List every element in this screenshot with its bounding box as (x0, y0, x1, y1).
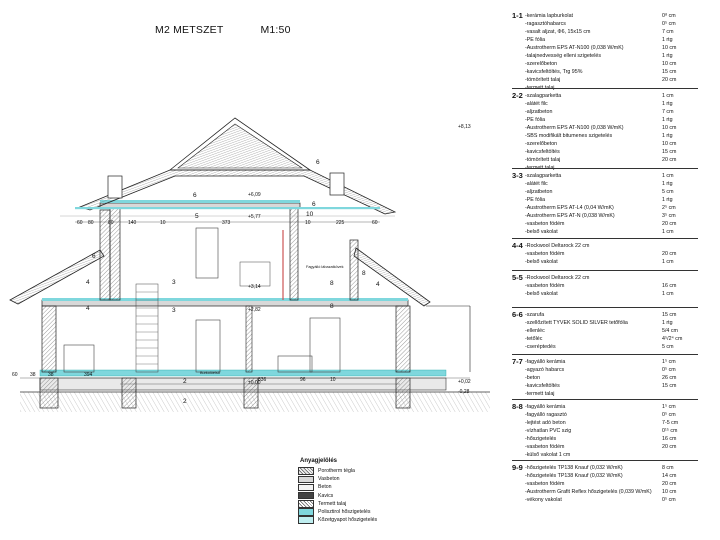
spec-id: 4-4 (512, 241, 523, 250)
layer-thickness: 1⁵ cm (662, 404, 676, 410)
layer-thickness: 1⁵ cm (662, 359, 676, 365)
layer-name: -vasbeton födém (525, 481, 565, 487)
layer-thickness: 7 cm (662, 109, 674, 115)
room-note: Burkolóelső (200, 371, 220, 375)
spec-layer-row (525, 148, 702, 156)
spec-block-1-1 (512, 12, 702, 92)
legend-label: Porotherm tégla (318, 468, 355, 475)
layer-thickness: 7-5 cm (662, 420, 679, 426)
spec-layer-row (525, 12, 702, 20)
spec-layer-row (525, 250, 702, 258)
legend-item (298, 475, 377, 483)
layer-thickness: 1 rtg (662, 133, 673, 139)
spec-layer-row (525, 76, 702, 84)
layer-name: -vasbeton födém (525, 251, 565, 257)
layer-name: -alátét filc (525, 181, 548, 187)
dimension-label: 10 (160, 220, 166, 226)
dimension-label: 10 (330, 377, 336, 383)
spec-block-8-8 (512, 403, 702, 459)
spec-block-7-7 (512, 358, 702, 398)
legend-swatch (298, 508, 314, 516)
layer-name: -tömörített talaj (525, 157, 561, 163)
dimension-label: 60 (12, 372, 18, 378)
layer-name: -Austrotherm Grafit Reflex hőszigetelés (0,039 W/mK) (525, 489, 652, 495)
layer-thickness: 5 cm (662, 344, 674, 350)
layer-name: -tömörített talaj (525, 77, 561, 83)
layer-name: -szerelőbeton (525, 141, 558, 147)
layer-tag: 6 (316, 159, 320, 166)
layer-tag: 6 (312, 201, 316, 208)
layer-thickness: 1 cm (662, 93, 674, 99)
layer-name: -lejtést adó beton (525, 420, 566, 426)
legend-swatch (298, 516, 314, 524)
layer-thickness: 7 cm (662, 29, 674, 35)
legend-label: Kavics (318, 492, 334, 499)
layer-name: -Austrotherm EPS AT-N100 (0,038 W/mK) (525, 45, 624, 51)
layer-thickness: 1 rtg (662, 53, 673, 59)
spec-layer-row (525, 335, 702, 343)
layer-thickness: 0¹⁵ cm (662, 428, 678, 434)
spec-layer-row (525, 427, 702, 435)
layer-thickness: 0⁵ cm (662, 497, 676, 503)
legend-item (298, 467, 377, 475)
spec-id: 3-3 (512, 171, 523, 180)
layer-name: -szalagparketta (525, 93, 562, 99)
layer-tag: 4 (86, 305, 90, 312)
spec-layer-row (525, 451, 702, 459)
spec-layer-row (525, 411, 702, 419)
spec-layer-row (525, 52, 702, 60)
elevation-label: +2,82 (248, 307, 261, 313)
layer-name: -külső vakolat 1 cm (525, 452, 571, 458)
layer-thickness: 10 cm (662, 141, 677, 147)
spec-layer-row (525, 196, 702, 204)
spec-layer-row (525, 258, 702, 266)
layer-thickness: 2⁵ cm (662, 205, 676, 211)
spec-layer-row (525, 403, 702, 411)
spec-layer-row (525, 382, 702, 390)
legend-item (298, 508, 377, 516)
dimension-label: 373 (222, 220, 231, 226)
spec-layer-row (525, 116, 702, 124)
layer-tag: 6 (92, 253, 96, 260)
drawing-scale: M1:50 (260, 24, 291, 36)
layer-name: -termett talaj (525, 165, 555, 171)
layer-thickness: 20 cm (662, 444, 677, 450)
layer-name: -ragasztóhabarcs (525, 21, 566, 27)
layer-tag: 6 (193, 192, 197, 199)
elevation-label: ±0,00 (248, 380, 261, 386)
layer-name: -cseréptedés (525, 344, 556, 350)
layer-name: -PE fólia (525, 197, 546, 203)
layer-name: -belső vakolat (525, 259, 558, 265)
legend-swatch (298, 467, 314, 475)
layer-thickness: 15 cm (662, 383, 677, 389)
layer-name: -PE fólia (525, 37, 546, 43)
dimension-label: 38 (48, 372, 54, 378)
spec-id: 2-2 (512, 91, 523, 100)
elevation-label: +3,14 (248, 284, 261, 290)
layer-name: -kerámia lapburkolat (525, 13, 573, 19)
spec-block-9-9 (512, 464, 702, 504)
spec-block-2-2 (512, 92, 702, 172)
layer-thickness: 10 cm (662, 125, 677, 131)
legend-swatch (298, 500, 314, 508)
layer-tag: 2 (183, 398, 187, 405)
layer-thickness: 14 cm (662, 473, 677, 479)
layer-name: -Austrotherm EPS AT-N100 (0,038 W/mK) (525, 125, 624, 131)
spec-layer-row (525, 132, 702, 140)
layer-tag: 3 (172, 279, 176, 286)
spec-layer-row (525, 443, 702, 451)
layer-thickness: 1 cm (662, 173, 674, 179)
layer-thickness: 15 cm (662, 149, 677, 155)
spec-block-5-5 (512, 274, 702, 298)
spec-layer-row (525, 68, 702, 76)
spec-layer-row (525, 327, 702, 335)
layer-thickness: 15 cm (662, 69, 677, 75)
elevation-label: +8,13 (458, 124, 471, 130)
layer-thickness (662, 390, 702, 398)
legend-label: Kőzetgyapot hőszigetelés (318, 517, 378, 524)
legend-item (298, 516, 377, 524)
legend-swatch (298, 476, 314, 484)
layer-tag: 4 (376, 281, 380, 288)
spec-layer-row (525, 464, 702, 472)
layer-name: -belső vakolat (525, 229, 558, 235)
layer-thickness: 20 cm (662, 157, 677, 163)
material-legend (298, 458, 377, 524)
spec-id: 1-1 (512, 11, 523, 20)
layer-tag: 8 (330, 303, 334, 310)
spec-layer-row (525, 435, 702, 443)
layer-name: -kavicsfeltöltés (525, 149, 560, 155)
legend-label: Vasbeton (318, 476, 340, 483)
layer-thickness: 8 cm (662, 465, 674, 471)
spec-divider (512, 399, 698, 400)
spec-layer-row (525, 180, 702, 188)
spec-block-3-3 (512, 172, 702, 236)
dimension-label: 394 (84, 372, 93, 378)
legend-item (298, 483, 377, 491)
upper-floor (100, 200, 358, 300)
spec-layer-row (525, 28, 702, 36)
spec-layer-row (525, 390, 702, 398)
dimension-label: 80 (108, 220, 114, 226)
layer-thickness: 10 cm (662, 45, 677, 51)
spec-divider (512, 238, 698, 239)
layer-name: -belső vakolat (525, 291, 558, 297)
layer-thickness (662, 274, 702, 282)
layer-name: -termett talaj (525, 85, 555, 91)
layer-name: -PE fólia (525, 117, 546, 123)
legend-label: Beton (318, 484, 332, 491)
layer-thickness: 1 rtg (662, 37, 673, 43)
layer-name: -vasbeton födém (525, 221, 565, 227)
legend-title: Anyagjelölés (300, 458, 338, 464)
room-note: Fagyálló lábazatkövek (306, 265, 344, 269)
layer-name: -vékony vakolat (525, 497, 562, 503)
layer-thickness: 20 cm (662, 251, 677, 257)
layer-thickness: 16 cm (662, 283, 677, 289)
spec-layer-row (525, 488, 702, 496)
layer-thickness (662, 451, 702, 459)
spec-divider (512, 307, 698, 308)
elevation-label: +6,09 (248, 192, 261, 198)
spec-layer-row (525, 108, 702, 116)
spec-layer-row (525, 343, 702, 351)
layer-name: -hőszigetelés TP138 Knauf (0,032 W/mK) (525, 465, 623, 471)
legend-item (298, 500, 377, 508)
layer-tag: 4 (86, 279, 90, 286)
spec-layer-row (525, 311, 702, 319)
spec-block-6-6 (512, 311, 702, 351)
layer-name: -tetőléc (525, 336, 543, 342)
layer-tag: 2 (183, 378, 187, 385)
dimension-label: 225 (336, 220, 345, 226)
spec-layer-row (525, 36, 702, 44)
layer-thickness: 5 cm (662, 189, 674, 195)
layer-tag: 8 (330, 280, 334, 287)
legend-label: Termett talaj (318, 500, 347, 507)
layer-thickness: 4⁵/2⁴ cm (662, 336, 683, 342)
legend-rows (298, 467, 377, 524)
spec-id: 9-9 (512, 463, 523, 472)
spec-layer-row (525, 100, 702, 108)
spec-divider (512, 270, 698, 271)
dimension-label: 10 (305, 220, 311, 226)
layer-name: -agyazó habarcs (525, 367, 565, 373)
layer-name: -ellenléc (525, 328, 545, 334)
layer-name: -SBS modifikált bitumenes szigetelés (525, 133, 613, 139)
layer-tag: 3 (172, 307, 176, 314)
layer-name: -fagyálló ragasztó (525, 412, 567, 418)
layer-name: -vasalt aljzat, Φ6, 15x15 cm (525, 29, 591, 35)
spec-layer-row (525, 92, 702, 100)
elevation-label: -0,28 (458, 389, 470, 395)
layer-thickness: 1 cm (662, 259, 674, 265)
spec-id: 7-7 (512, 357, 523, 366)
spec-layer-row (525, 496, 702, 504)
layer-tag: 5 (195, 213, 199, 220)
layer-name: -hőszigetelés TP138 Knauf (0,032 W/mK) (525, 473, 623, 479)
layer-name: -fagyálló kerámia (525, 404, 566, 410)
dimension-label: 38 (30, 372, 36, 378)
dimension-label: 80 (88, 220, 94, 226)
legend-swatch (298, 484, 314, 492)
spec-layer-row (525, 242, 702, 250)
spec-id: 6-6 (512, 310, 523, 319)
spec-block-4-4 (512, 242, 702, 266)
layer-name: -szerelőbeton (525, 61, 558, 67)
layer-thickness: 20 cm (662, 481, 677, 487)
layer-thickness: 1 cm (662, 229, 674, 235)
spec-layer-row (525, 282, 702, 290)
spec-layer-row (525, 204, 702, 212)
spec-layer-row (525, 220, 702, 228)
layer-thickness: 1 cm (662, 291, 674, 297)
legend-label: Polisztirol hőszigetelés (318, 509, 371, 516)
layer-name: -alátét filc (525, 101, 548, 107)
layer-thickness: 0⁵ cm (662, 21, 676, 27)
layer-name: -fagyálló kerámia (525, 359, 566, 365)
layer-name: -kavicsfeltöltés (525, 383, 560, 389)
spec-layer-row (525, 228, 702, 236)
spec-layer-row (525, 419, 702, 427)
elevation-label: +0,02 (458, 379, 471, 385)
legend-item (298, 492, 377, 500)
layer-name: -aljzatbeton (525, 109, 553, 115)
spec-layer-row (525, 172, 702, 180)
layer-name: -Austrotherm EPS AT-N (0,038 W/mK) (525, 213, 615, 219)
layer-thickness: 1 rtg (662, 117, 673, 123)
elevation-label: +5,77 (248, 214, 261, 220)
layer-tag: 10 (306, 211, 314, 218)
legend-swatch (298, 492, 314, 500)
layer-thickness (662, 242, 702, 250)
layer-name: -szellőzített TYVEK SOLID SILVER tetőfólia (525, 320, 628, 326)
layer-thickness: 1 rtg (662, 181, 673, 187)
spec-divider (512, 354, 698, 355)
spec-id: 8-8 (512, 402, 523, 411)
dimension-label: 140 (128, 220, 137, 226)
layer-thickness: 0⁵ cm (662, 367, 676, 373)
spec-layer-row (525, 358, 702, 366)
dimension-label: 60 (77, 220, 83, 226)
layer-name: -Rockwool Deltarock 22 cm (525, 243, 590, 249)
spec-layer-row (525, 290, 702, 298)
spec-id: 5-5 (512, 273, 523, 282)
layer-name: -vasbeton födém (525, 444, 565, 450)
layer-name: -vasbeton födém (525, 283, 565, 289)
layer-name: -kavicsfeltöltés, Trg 95% (525, 69, 583, 75)
layer-tag: 8 (362, 270, 366, 277)
layer-thickness: 1 rtg (662, 320, 673, 326)
layer-name: -talajnedvesség elleni szigetelés (525, 53, 601, 59)
layer-thickness: 10 cm (662, 61, 677, 67)
layer-name: -termett talaj (525, 391, 555, 397)
spec-layer-row (525, 472, 702, 480)
layer-thickness: 20 cm (662, 77, 677, 83)
layer-thickness: 20 cm (662, 221, 677, 227)
layer-thickness: 10 cm (662, 489, 677, 495)
layer-thickness: 1 rtg (662, 197, 673, 203)
layer-name: -Austrotherm EPS AT-L4 (0,04 W/mK) (525, 205, 614, 211)
layer-thickness: 3⁵ cm (662, 213, 676, 219)
dimension-label: 60 (372, 220, 378, 226)
spec-layer-row (525, 274, 702, 282)
layer-thickness: 1 rtg (662, 101, 673, 107)
spec-layer-row (525, 60, 702, 68)
layer-name: -hőszigetelés (525, 436, 557, 442)
spec-divider (512, 88, 698, 89)
layer-name: -beton (525, 375, 541, 381)
layer-thickness: 0⁵ cm (662, 412, 676, 418)
dimension-label: 836 (258, 377, 267, 383)
layer-thickness: 5/4 cm (662, 328, 678, 334)
spec-divider (512, 460, 698, 461)
layer-name: -szarufa (525, 312, 545, 318)
layer-name: -Rockwool Deltarock 22 cm (525, 275, 590, 281)
spec-layer-row (525, 20, 702, 28)
layer-name: -vízhatlan PVC szig (525, 428, 572, 434)
dimension-label: 96 (300, 377, 306, 383)
layer-name: -szalagparketta (525, 173, 562, 179)
layer-name: -aljzatbeton (525, 189, 553, 195)
spec-layer-row (525, 188, 702, 196)
spec-layer-row (525, 156, 702, 164)
layer-thickness: 0⁸ cm (662, 13, 676, 19)
spec-divider (512, 168, 698, 169)
spec-layer-row (525, 212, 702, 220)
layer-thickness: 26 cm (662, 375, 677, 381)
spec-layer-row (525, 140, 702, 148)
spec-layer-row (525, 319, 702, 327)
layer-thickness: 15 cm (662, 312, 677, 318)
spec-layer-row (525, 374, 702, 382)
section-name: M2 METSZET (155, 24, 224, 36)
layer-thickness: 16 cm (662, 436, 677, 442)
spec-layer-row (525, 480, 702, 488)
spec-layer-row (525, 44, 702, 52)
spec-layer-row (525, 124, 702, 132)
spec-layer-row (525, 366, 702, 374)
